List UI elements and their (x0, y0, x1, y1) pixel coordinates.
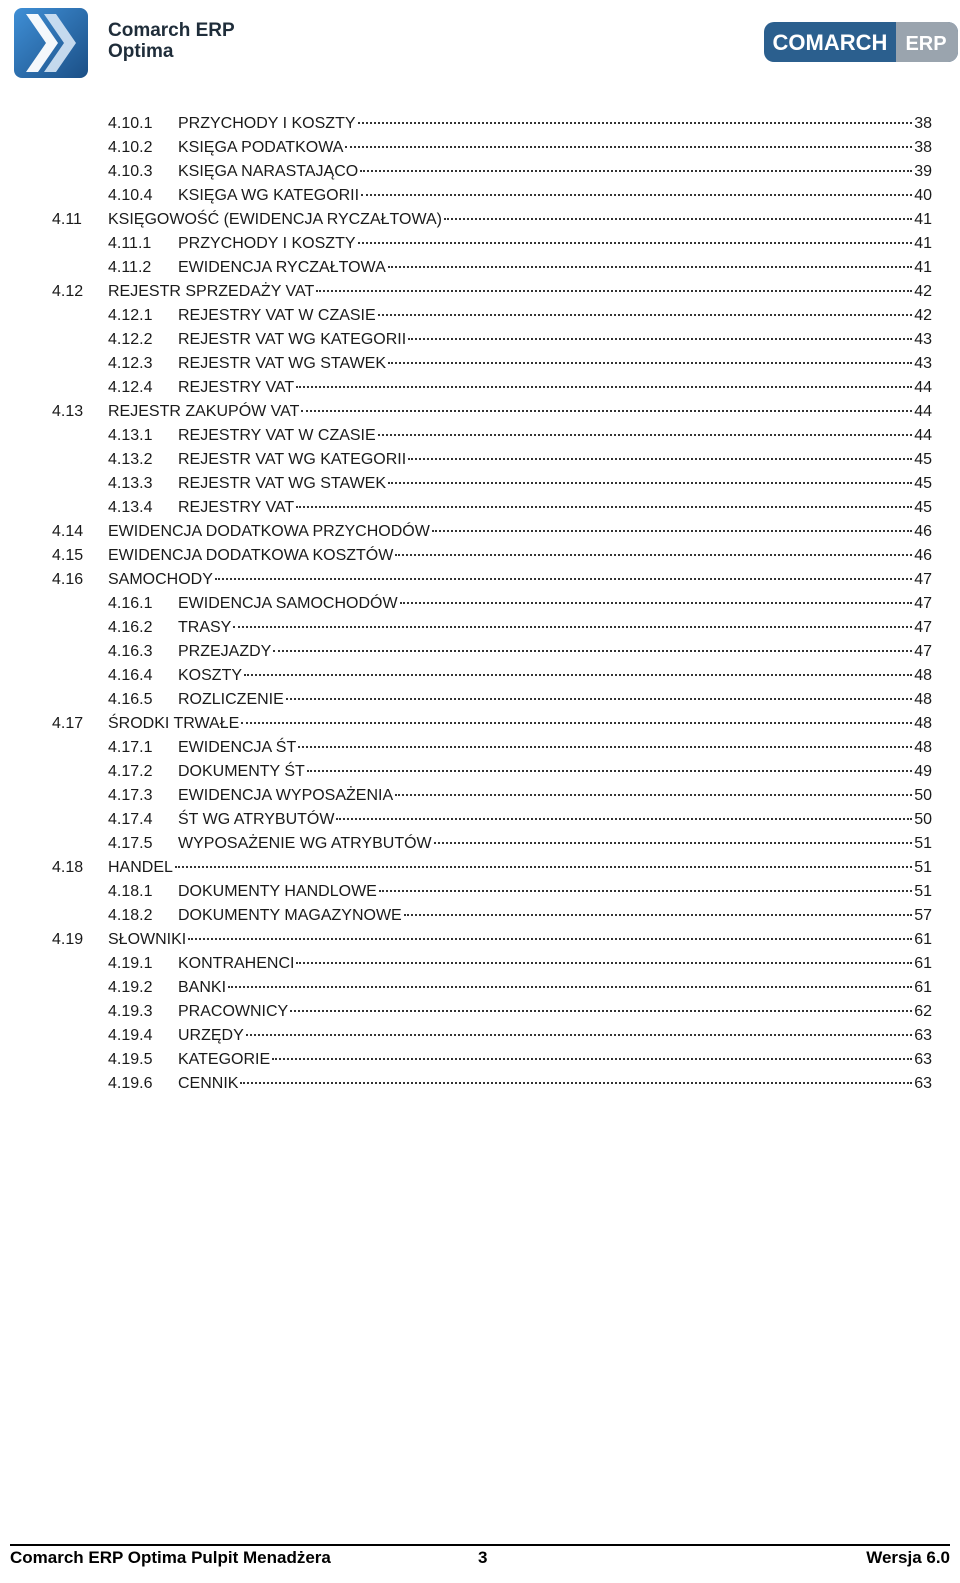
toc-dot-leader (296, 506, 912, 508)
toc-entry-number: 4.16.3 (108, 643, 153, 660)
toc-entry-title: REJESTR VAT WG KATEGORII (178, 331, 407, 348)
toc-entry-page: 47 (914, 571, 932, 588)
toc-dot-leader (358, 242, 913, 244)
toc-entry[interactable] (52, 880, 932, 904)
toc-entry[interactable] (52, 496, 932, 520)
toc-entry-page: 48 (914, 691, 932, 708)
toc-entry-number: 4.13.2 (108, 451, 153, 468)
toc-dot-leader (408, 458, 912, 460)
brand-title (108, 20, 235, 62)
toc-dot-leader (388, 362, 912, 364)
toc-dot-leader (188, 938, 912, 940)
toc-entry-number: 4.19.5 (108, 1051, 153, 1068)
toc-entry-number: 4.19.6 (108, 1075, 153, 1092)
toc-entry-number: 4.11.1 (108, 235, 152, 252)
toc-entry[interactable] (52, 256, 932, 280)
toc-dot-leader (241, 722, 912, 724)
toc-entry[interactable] (52, 760, 932, 784)
toc-entry-number: 4.17.3 (108, 787, 153, 804)
toc-entry-page: 51 (914, 835, 932, 852)
toc-entry-title: EWIDENCJA RYCZAŁTOWA (178, 259, 386, 276)
toc-entry-title: PRZYCHODY I KOSZTY (178, 115, 356, 132)
toc-entry-title: REJESTRY VAT W CZASIE (178, 427, 376, 444)
toc-entry[interactable] (52, 208, 932, 232)
toc-entry-number: 4.10.1 (108, 115, 153, 132)
toc-entry-page: 47 (914, 595, 932, 612)
toc-entry[interactable] (52, 856, 932, 880)
toc-entry-title: DOKUMENTY ŚT (178, 763, 305, 780)
toc-entry[interactable] (52, 112, 932, 136)
table-of-contents (52, 112, 932, 1096)
toc-entry[interactable] (52, 736, 932, 760)
toc-entry-page: 38 (914, 139, 932, 156)
toc-entry-title: EWIDENCJA ŚT (178, 739, 297, 756)
toc-entry-page: 42 (914, 307, 932, 324)
toc-entry[interactable] (52, 160, 932, 184)
toc-entry-number: 4.10.3 (108, 163, 153, 180)
comarch-erp-logo-icon (764, 22, 958, 62)
toc-entry-title: KSIĘGOWOŚĆ (EWIDENCJA RYCZAŁTOWA) (108, 211, 442, 228)
toc-entry[interactable] (52, 1024, 932, 1048)
toc-entry-page: 63 (914, 1051, 932, 1068)
toc-dot-leader (316, 290, 912, 292)
toc-entry-number: 4.19.2 (108, 979, 153, 996)
toc-entry[interactable] (52, 280, 932, 304)
toc-entry[interactable] (52, 616, 932, 640)
toc-entry[interactable] (52, 424, 932, 448)
toc-dot-leader (378, 314, 913, 316)
toc-entry-title: EWIDENCJA SAMOCHODÓW (178, 595, 398, 612)
toc-dot-leader (296, 386, 912, 388)
toc-entry-page: 49 (914, 763, 932, 780)
toc-entry-number: 4.13 (52, 403, 84, 420)
toc-entry-page: 39 (914, 163, 932, 180)
toc-entry-page: 63 (914, 1027, 932, 1044)
toc-entry-page: 50 (914, 787, 932, 804)
toc-entry-page: 51 (914, 883, 932, 900)
toc-dot-leader (361, 194, 912, 196)
toc-entry-title: DOKUMENTY HANDLOWE (178, 883, 377, 900)
toc-entry-title: REJESTR VAT WG STAWEK (178, 475, 387, 492)
toc-entry-number: 4.10.4 (108, 187, 153, 204)
toc-entry[interactable] (52, 832, 932, 856)
toc-dot-leader (444, 218, 912, 220)
toc-entry-number: 4.16.2 (108, 619, 153, 636)
toc-entry[interactable] (52, 352, 932, 376)
toc-entry[interactable] (52, 184, 932, 208)
toc-dot-leader (388, 482, 912, 484)
footer-document-title: Comarch ERP Optima Pulpit Menadżera (10, 1548, 331, 1567)
toc-entry-title: KATEGORIE (178, 1051, 271, 1068)
toc-dot-leader (395, 554, 912, 556)
toc-entry-page: 47 (914, 643, 932, 660)
toc-dot-leader (360, 170, 912, 172)
toc-entry-page: 48 (914, 667, 932, 684)
toc-entry-page: 44 (914, 403, 932, 420)
toc-entry-number: 4.17.2 (108, 763, 153, 780)
toc-entry-number: 4.11 (52, 211, 82, 228)
toc-dot-leader (395, 794, 912, 796)
optima-logo-icon (14, 8, 88, 78)
page-header (0, 0, 960, 90)
toc-entry-number: 4.17.5 (108, 835, 153, 852)
toc-entry-page: 62 (914, 1003, 932, 1020)
toc-dot-leader (240, 1082, 912, 1084)
toc-entry-title: WYPOSAŻENIE WG ATRYBUTÓW (178, 835, 432, 852)
toc-entry[interactable] (52, 232, 932, 256)
toc-dot-leader (273, 650, 912, 652)
toc-entry-title: KSIĘGA NARASTAJĄCO (178, 163, 359, 180)
toc-entry-page: 50 (914, 811, 932, 828)
toc-entry-number: 4.19.3 (108, 1003, 153, 1020)
toc-entry-title: EWIDENCJA DODATKOWA KOSZTÓW (108, 547, 394, 564)
toc-dot-leader (408, 338, 912, 340)
toc-dot-leader (272, 1058, 912, 1060)
toc-entry-title: ŚRODKI TRWAŁE (108, 715, 240, 732)
toc-entry-number: 4.16.4 (108, 667, 153, 684)
toc-entry-number: 4.12.2 (108, 331, 153, 348)
right-logo-word: COMARCH (772, 30, 888, 55)
toc-entry-page: 44 (914, 427, 932, 444)
toc-entry[interactable] (52, 520, 932, 544)
toc-dot-leader (345, 146, 912, 148)
toc-entry-number: 4.19.4 (108, 1027, 153, 1044)
toc-entry-number: 4.17.4 (108, 811, 153, 828)
toc-entry-page: 57 (914, 907, 932, 924)
toc-entry[interactable] (52, 328, 932, 352)
toc-entry[interactable] (52, 808, 932, 832)
toc-entry[interactable] (52, 592, 932, 616)
toc-entry-number: 4.12.3 (108, 355, 153, 372)
toc-entry-number: 4.12.4 (108, 379, 153, 396)
toc-entry-page: 42 (914, 283, 932, 300)
toc-dot-leader (290, 1010, 912, 1012)
toc-entry-title: HANDEL (108, 859, 173, 876)
toc-entry[interactable] (52, 1048, 932, 1072)
toc-entry[interactable] (52, 928, 932, 952)
footer-rule (10, 1544, 950, 1546)
toc-dot-leader (301, 410, 912, 412)
toc-entry[interactable] (52, 136, 932, 160)
toc-entry[interactable] (52, 904, 932, 928)
toc-entry-number: 4.17.1 (108, 739, 153, 756)
toc-entry-number: 4.16 (52, 571, 84, 588)
toc-entry-title: REJESTR SPRZEDAŻY VAT (108, 283, 315, 300)
toc-entry-number: 4.18.2 (108, 907, 153, 924)
toc-entry-title: CENNIK (178, 1075, 239, 1092)
toc-entry-page: 38 (914, 115, 932, 132)
toc-entry-page: 45 (914, 499, 932, 516)
toc-entry-title: ŚT WG ATRYBUTÓW (178, 811, 335, 828)
toc-dot-leader (233, 626, 912, 628)
toc-entry-page: 41 (914, 211, 932, 228)
toc-entry[interactable] (52, 568, 932, 592)
toc-dot-leader (296, 962, 912, 964)
toc-entry-number: 4.13.1 (108, 427, 153, 444)
toc-entry-number: 4.17 (52, 715, 84, 732)
toc-entry[interactable] (52, 1072, 932, 1096)
toc-entry-page: 51 (914, 859, 932, 876)
toc-entry-number: 4.10.2 (108, 139, 153, 156)
toc-entry-number: 4.18.1 (108, 883, 153, 900)
toc-entry-page: 63 (914, 1075, 932, 1092)
toc-dot-leader (336, 818, 912, 820)
toc-entry-title: EWIDENCJA DODATKOWA PRZYCHODÓW (108, 523, 430, 540)
toc-entry[interactable] (52, 1000, 932, 1024)
toc-entry-title: KOSZTY (178, 667, 243, 684)
toc-entry-number: 4.12 (52, 283, 84, 300)
toc-entry-title: SAMOCHODY (108, 571, 213, 588)
toc-entry-title: REJESTR ZAKUPÓW VAT (108, 403, 300, 420)
toc-dot-leader (404, 914, 912, 916)
toc-entry-number: 4.12.1 (108, 307, 153, 324)
toc-entry-title: EWIDENCJA WYPOSAŻENIA (178, 787, 394, 804)
toc-dot-leader (228, 986, 912, 988)
toc-entry-title: REJESTR VAT WG STAWEK (178, 355, 387, 372)
footer-page-number: 3 (478, 1548, 488, 1567)
toc-entry[interactable] (52, 400, 932, 424)
toc-entry-title: PRZEJAZDY (178, 643, 272, 660)
toc-entry-page: 45 (914, 475, 932, 492)
toc-entry-title: SŁOWNIKI (108, 931, 187, 948)
toc-dot-leader (400, 602, 913, 604)
toc-entry-title: ROZLICZENIE (178, 691, 284, 708)
toc-entry-page: 46 (914, 547, 932, 564)
toc-dot-leader (434, 842, 913, 844)
toc-dot-leader (175, 866, 912, 868)
toc-entry[interactable] (52, 304, 932, 328)
toc-dot-leader (215, 578, 912, 580)
toc-entry-number: 4.19 (52, 931, 84, 948)
toc-entry[interactable] (52, 664, 932, 688)
toc-entry-title: PRZYCHODY I KOSZTY (178, 235, 356, 252)
toc-dot-leader (379, 890, 912, 892)
toc-entry-page: 48 (914, 739, 932, 756)
toc-entry[interactable] (52, 640, 932, 664)
toc-entry-page: 41 (914, 259, 932, 276)
toc-dot-leader (307, 770, 912, 772)
toc-entry-title: TRASY (178, 619, 232, 636)
toc-entry-number: 4.15 (52, 547, 84, 564)
toc-entry-page: 47 (914, 619, 932, 636)
toc-entry-title: KSIĘGA PODATKOWA (178, 139, 344, 156)
toc-entry-number: 4.14 (52, 523, 84, 540)
toc-entry-number: 4.16.5 (108, 691, 153, 708)
toc-dot-leader (388, 266, 912, 268)
toc-entry[interactable] (52, 688, 932, 712)
toc-entry-title: PRACOWNICY (178, 1003, 289, 1020)
toc-entry-page: 61 (914, 979, 932, 996)
toc-dot-leader (244, 674, 912, 676)
toc-entry-page: 48 (914, 715, 932, 732)
brand-line-1: Comarch ERP (108, 20, 235, 41)
toc-entry-page: 61 (914, 955, 932, 972)
toc-dot-leader (432, 530, 912, 532)
toc-entry-number: 4.13.3 (108, 475, 153, 492)
brand-line-2: Optima (108, 41, 174, 62)
toc-dot-leader (358, 122, 913, 124)
toc-entry-title: KSIĘGA WG KATEGORII (178, 187, 360, 204)
toc-entry-title: KONTRAHENCI (178, 955, 295, 972)
toc-entry-page: 40 (914, 187, 932, 204)
toc-entry-number: 4.19.1 (108, 955, 153, 972)
toc-entry-page: 61 (914, 931, 932, 948)
toc-entry-page: 46 (914, 523, 932, 540)
toc-entry[interactable] (52, 784, 932, 808)
toc-entry-page: 45 (914, 451, 932, 468)
toc-entry[interactable] (52, 472, 932, 496)
toc-entry-number: 4.18 (52, 859, 84, 876)
toc-entry-title: REJESTRY VAT (178, 499, 295, 516)
toc-entry-page: 43 (914, 331, 932, 348)
toc-entry-title: BANKI (178, 979, 227, 996)
toc-entry[interactable] (52, 376, 932, 400)
toc-entry-title: REJESTRY VAT (178, 379, 295, 396)
toc-dot-leader (286, 698, 912, 700)
toc-entry-title: REJESTRY VAT W CZASIE (178, 307, 376, 324)
toc-entry[interactable] (52, 952, 932, 976)
toc-entry[interactable] (52, 448, 932, 472)
toc-entry-number: 4.11.2 (108, 259, 152, 276)
toc-entry-number: 4.13.4 (108, 499, 153, 516)
toc-entry-title: DOKUMENTY MAGAZYNOWE (178, 907, 402, 924)
toc-entry-number: 4.16.1 (108, 595, 153, 612)
right-logo-tag: ERP (905, 33, 947, 55)
toc-entry-title: URZĘDY (178, 1027, 244, 1044)
footer-version: Wersja 6.0 (866, 1548, 950, 1567)
toc-entry-page: 43 (914, 355, 932, 372)
toc-entry-title: REJESTR VAT WG KATEGORII (178, 451, 407, 468)
toc-dot-leader (378, 434, 913, 436)
toc-entry[interactable] (52, 976, 932, 1000)
toc-entry-page: 41 (914, 235, 932, 252)
toc-entry[interactable] (52, 712, 932, 736)
toc-entry[interactable] (52, 544, 932, 568)
toc-dot-leader (246, 1034, 912, 1036)
toc-entry-page: 44 (914, 379, 932, 396)
toc-dot-leader (298, 746, 912, 748)
